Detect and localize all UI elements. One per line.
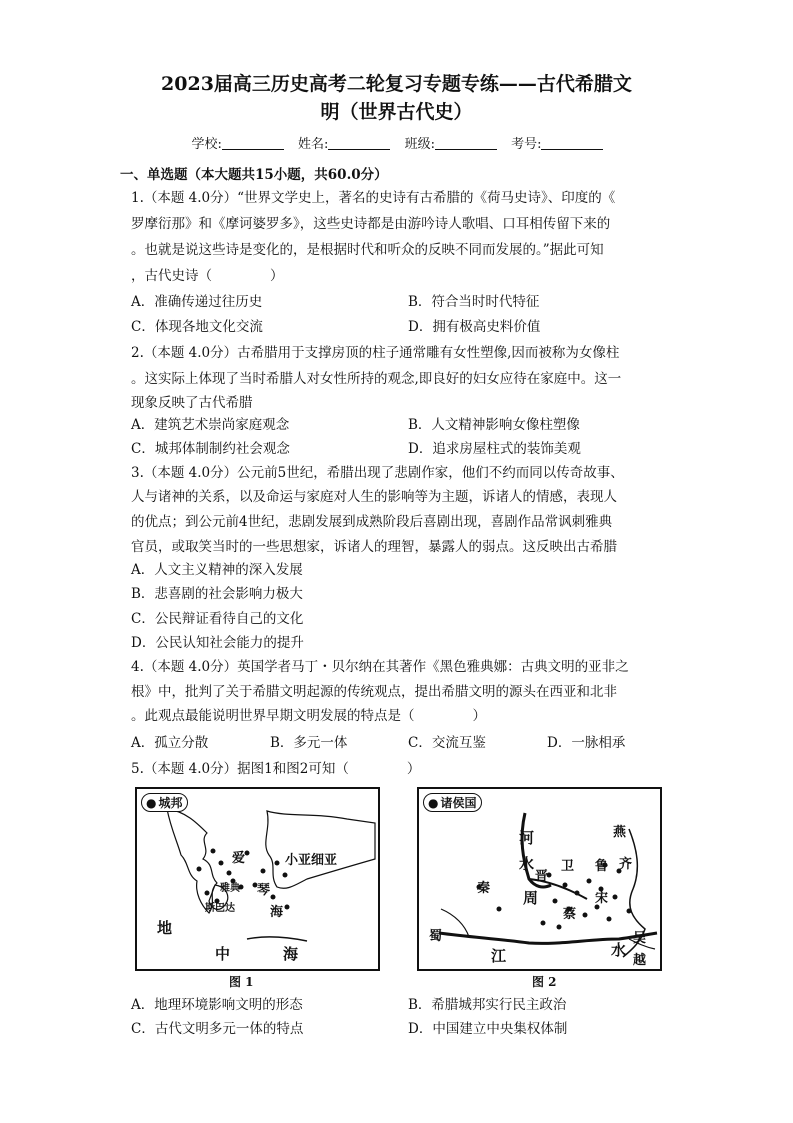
map2-label: 燕 [613, 825, 627, 840]
map2-label: 周 [523, 889, 539, 907]
map2-label: 晋 [535, 869, 549, 884]
map2-label: 水 [519, 855, 535, 873]
q1-option-b[interactable]: B．符合当时时代特征 [408, 294, 540, 310]
exam-number-label: 考号: [511, 137, 542, 152]
school-label: 学校: [191, 137, 222, 152]
q4-line: 根》中，批判了关于希腊文明起源的传统观点，提出希腊文明的源头在西亚和北非 [131, 684, 617, 700]
q4-option-c[interactable]: C．交流互鉴 [408, 735, 486, 751]
q5-option-c[interactable]: C．古代文明多元一体的特点 [131, 1021, 304, 1037]
q1-option-c[interactable]: C．体现各地文化交流 [131, 319, 263, 335]
map1-label: 地 [157, 919, 173, 937]
map1-label: 中 [215, 945, 231, 963]
school-field[interactable] [222, 149, 284, 150]
q2-option-a[interactable]: A．建筑艺术崇尚家庭观念 [131, 417, 290, 433]
q4-close-paren: ） [472, 708, 486, 724]
name-label: 姓名: [298, 137, 329, 152]
map-zhou-vassal-states [417, 787, 662, 971]
q3-line: 官员，或取笑当时的一些思想家，诉诸人的理智，暴露人的弱点。这反映出古希腊 [131, 539, 617, 555]
q1-option-d[interactable]: D．拥有极高史料价值 [408, 319, 541, 335]
map2-badge: ● 诸侯国 [423, 793, 482, 812]
map1-label: 海 [270, 905, 284, 920]
name-field[interactable] [328, 149, 390, 150]
q5-close-paren: ） [406, 761, 421, 777]
q4-option-d[interactable]: D．一脉相承 [547, 735, 626, 751]
map2-label: 蜀 [429, 929, 443, 944]
map2-label: 齐 [619, 857, 633, 872]
q2-line: 。这实际上体现了当时希腊人对女性所持的观念,即良好的妇女应待在家庭中。这一 [131, 371, 622, 387]
document-title [90, 70, 703, 126]
q1-option-a[interactable]: A．准确传递过往历史 [131, 294, 263, 310]
q1-line [131, 266, 284, 286]
section-heading: 一、单选题（本大题共15小题，共60.0分） [120, 167, 388, 183]
q3-line: 的优点；到公元前4世纪，悲剧发展到成熟阶段后喜剧出现，喜剧作品常讽刺雅典 [131, 514, 613, 530]
q3-option-b[interactable]: B．悲喜剧的社会影响力极大 [131, 586, 303, 602]
map1-label: 雅典 [220, 883, 240, 894]
map1-label: 海 [283, 945, 299, 963]
q2-option-b[interactable]: B．人文精神影响女像柱塑像 [408, 417, 580, 433]
map2-label: 吴 [633, 931, 647, 946]
q4-line: 4.（本题 4.0分）英国学者马丁・贝尔纳在其著作《黑色雅典娜：古典文明的亚非之 [131, 659, 629, 675]
map1-label: 爱 [232, 851, 246, 866]
q2-option-d[interactable]: D．追求房屋柱式的装饰美观 [408, 441, 581, 457]
q3-line: 人与诸神的关系，以及命运与家庭对人生的影响等为主题，诉诸人的情感，表现人 [131, 489, 617, 505]
q4-stem-end: 。此观点最能说明世界早期文明发展的特点是（ [131, 708, 415, 724]
map1-label: 斯巴达 [205, 903, 235, 914]
q3-option-d[interactable]: D．公民认知社会能力的提升 [131, 635, 304, 651]
map2-label: 秦 [477, 881, 491, 896]
title-line-1: 2023届高三历史高考二轮复习专题专练——古代希腊文 [161, 73, 632, 95]
q4-option-b[interactable]: B．多元一体 [270, 735, 348, 751]
q5-option-b[interactable]: B．希腊城邦实行民主政治 [408, 997, 567, 1013]
q4-option-a[interactable]: A．孤立分散 [131, 735, 209, 751]
map-greek-city-states [135, 787, 380, 971]
map1-label: 琴 [257, 883, 271, 898]
class-label: 班级: [404, 137, 435, 152]
map2-label: 越 [633, 953, 647, 968]
q2-line: 2.（本题 4.0分）古希腊用于支撑房顶的柱子通常雕有女性塑像,因而被称为女像柱 [131, 345, 620, 361]
title-line-2: 明（世界古代史） [320, 101, 473, 123]
map2-label: 鲁 [595, 859, 609, 874]
q5-option-a[interactable]: A．地理环境影响文明的形态 [131, 997, 303, 1013]
q2-line: 现象反映了古代希腊 [131, 395, 253, 411]
map2-label: 江 [491, 947, 507, 965]
q5-option-d[interactable]: D．中国建立中央集权体制 [408, 1021, 568, 1037]
map2-label: 卫 [561, 859, 575, 874]
class-field[interactable] [435, 149, 497, 150]
student-info-row [0, 133, 793, 152]
q3-line: 3.（本题 4.0分）公元前5世纪，希腊出现了悲剧作家，他们不约而同以传奇故事、 [131, 465, 624, 481]
map1-label: 小亚细亚 [285, 853, 338, 868]
q1-line: 罗摩衍那》和《摩诃婆罗多》，这些史诗都是由游吟诗人歌唱、口耳相传留下来的 [131, 216, 611, 232]
q3-option-c[interactable]: C．公民辩证看待自己的文化 [131, 611, 304, 627]
q1-line: 。也就是说这些诗是变化的，是根据时代和听众的反映不同而发展的。”据此可知 [131, 242, 604, 258]
map2-label: 水 [611, 941, 627, 959]
q4-line [131, 706, 486, 726]
map2-label: 蔡 [563, 907, 577, 922]
q1-close-paren: ） [270, 268, 284, 284]
q1-line: 1.（本题 4.0分）“世界文学史上，著名的史诗有古希腊的《荷马史诗》、印度的《 [131, 190, 616, 206]
q1-stem-end: ，古代史诗（ [131, 268, 212, 284]
q3-option-a[interactable]: A．人文主义精神的深入发展 [131, 562, 303, 578]
map2-label: 宋 [595, 891, 609, 906]
map2-caption: 图 2 [532, 975, 557, 989]
map1-badge: ● 城邦 [141, 793, 188, 812]
map1-caption: 图 1 [229, 975, 254, 989]
q2-option-c[interactable]: C．城邦体制制约社会观念 [131, 441, 290, 457]
q5-line [131, 759, 420, 779]
exam-number-field[interactable] [541, 149, 603, 150]
q5-stem: 5.（本题 4.0分）据图1和图2可知（ [131, 761, 349, 777]
map2-label: 河 [519, 829, 535, 847]
